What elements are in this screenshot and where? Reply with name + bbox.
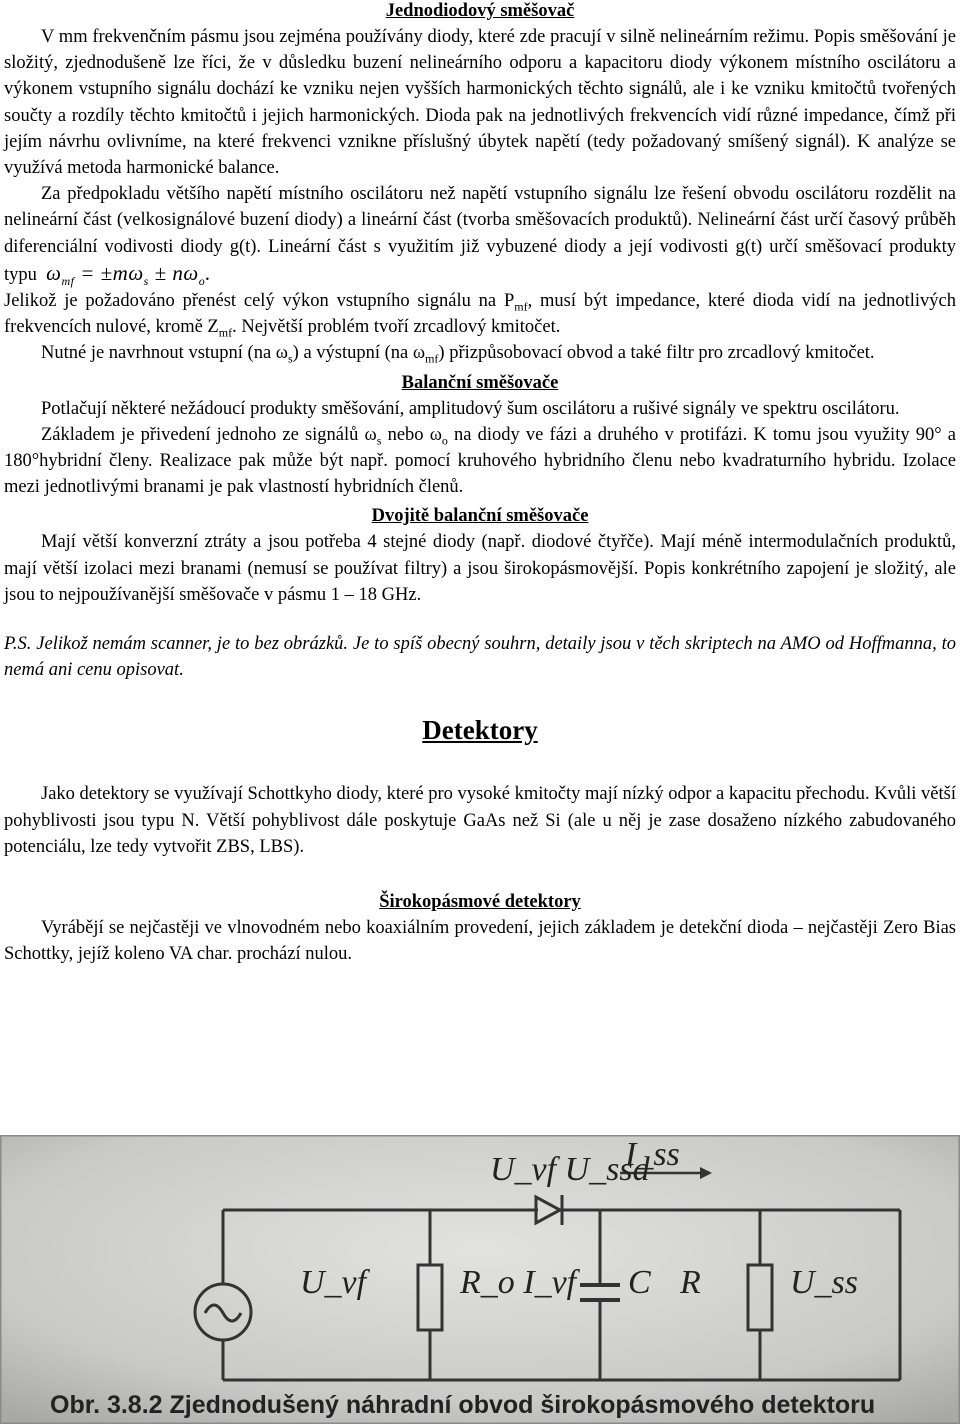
text-part: Jelikož je požadováno přenést celý výkon vstupního signálu na P: [4, 291, 515, 312]
subscript-mf: mf: [425, 352, 439, 367]
para-schottky: Jako detektory se využívají Schottkyho diody, které pro vysoké kmitočty mají nízký odpor a kapacitu přechodu. Kvůli větší pohyblivosti jsou typu N. Větší pohyblivost dále poskytuje GaAs než Si (ale u něj je zase dosaženo nízkého zabudovaného potenciálu, lze tedy vytvořit ZBS, LBS).: [4, 784, 956, 857]
subscript-mf: mf: [218, 325, 233, 340]
document-page: [4, 0, 956, 967]
heading-jednodiodovy: Jednodiodový směšovač: [385, 1, 575, 21]
para-assumption-text: Za předpokladu většího napětí místního oscilátoru než napětí vstupního signálu lze řešení obvodu oscilátoru rozdělit na nelineární část (velkosignálové buzení diody) a lineární část (tvorba směšovacích produktů). Nelineární část určí časový průběh diferenciální vodivosti diody g(t). Lineární část s využitím již vybuzené diody a její vodivosti g(t) určí směšovací produkty typu: [4, 184, 956, 285]
text-part: nebo ω: [381, 424, 442, 445]
title-detektory: Detektory: [422, 715, 538, 746]
text-part: . Největší problém tvoří zrcadlový kmitočet.: [232, 317, 561, 338]
text-part: , musí být impedance, které dioda vidí na jednotlivých frekvencích nulové, kromě Z: [4, 291, 957, 338]
mixing-formula: $\omega_{mf} = \pm m\omega_s \pm n\omega_o$.: [46, 260, 211, 289]
para-hybrid: [4, 422, 956, 501]
label-uss: U_ss: [790, 1264, 859, 1301]
label-uvf: U_vf: [300, 1264, 367, 1301]
label-uvf-ussd: U_vf U_ssd: [490, 1151, 650, 1188]
text-part: Nutné je navrhnout vstupní (na ω: [41, 343, 288, 364]
para-assumption: [4, 181, 956, 288]
label-c: C: [628, 1264, 651, 1301]
text-part: ) přizpůsobovací obvod a také filtr pro zrcadlový kmitočet.: [438, 343, 875, 364]
para-mm-band: V mm frekvenčním pásmu jsou zejména používány diody, které zde pracují v silně nelineárním režimu. Popis směšování je složitý, zjednodušeně lze říci, že v důsledku buzení nelineárního odporu a kapacitoru diody výkonem místního oscilátoru a výkonem vstupního signálu dochází ke vzniku nejen vyšších harmonických těchto signálů, ale i ke vzniku kmitočtů tvořených součty a rozdíly těchto kmitočtů i jejich harmonických. Dioda pak na jednotlivých frekvencích vidí různé impedance, čímž při jejím návrhu ovlivníme, na které frekvenci vznikne příslušný úbytek napětí (tedy požadovaný smíšený signál). K analýze se využívá metoda harmonické balance.: [4, 27, 956, 179]
text-part: ) a výstupní (na ω: [292, 343, 426, 364]
text-part: Základem je přivedení jednoho ze signálů ω: [41, 424, 377, 445]
subscript-mf: mf: [514, 299, 528, 314]
note-ps: P.S. Jelikož nemám scanner, je to bez obrázků. Je to spíš obecný souhrn, detaily jsou v těch skriptech na AMO od Hoffmanna, to nemá ani cenu opisovat.: [4, 634, 956, 681]
subscript-s: s: [376, 433, 382, 448]
para-suppress: Potlačují některé nežádoucí produkty směšování, amplitudový šum oscilátoru a rušivé signály ve spektru oscilátoru.: [41, 398, 900, 419]
subscript-s: s: [287, 352, 293, 367]
para-matching: [4, 340, 956, 366]
heading-balancni: Balanční směšovače: [401, 372, 559, 393]
para-double-balanced: Mají větší konverzní ztráty a jsou potřeba 4 stejné diody (např. diodové čtyřče). Mají méně intermodulačních produktů, mají větší izolaci mezi branami (nemusí se používat filtry) a jsou širokopásmovější. Popis konkrétního zapojení je složitý, ale jsou to nejpoužívanější směšovače v pásmu 1 – 18 GHz.: [4, 532, 956, 605]
para-power-transfer: [4, 288, 956, 340]
figure-caption: Obr. 3.8.2 Zjednodušený náhradní obvod širokopásmového detektoru: [50, 1391, 876, 1419]
text-part: na diody ve fázi a druhého v protifázi. K tomu jsou využity 90° a 180°hybridní členy. Realizace pak může být např. pomocí kruhového hybridního členu nebo kvadraturního hybridu. Izolace mezi jednotlivými branami je pak vlastností hybridních členů.: [4, 424, 956, 498]
para-zero-bias: Vyrábějí se nejčastěji ve vlnovodném nebo koaxiálním provedení, jejich základem je detekční dioda – nejčastěji Zero Bias Schottky, jejíž koleno VA char. prochází nulou.: [4, 918, 956, 965]
heading-dvojite: Dvojitě balanční směšovače: [371, 506, 589, 527]
heading-sirokopasmove: Širokopásmové detektory: [379, 892, 581, 913]
circuit-diagram: [0, 1135, 960, 1424]
label-ro-ivf: R_o I_vf: [460, 1264, 577, 1301]
label-iss: I_ss: [625, 1136, 680, 1173]
label-r: R: [680, 1264, 701, 1301]
subscript-o: o: [441, 433, 448, 448]
circuit-photo: [0, 1135, 960, 1424]
